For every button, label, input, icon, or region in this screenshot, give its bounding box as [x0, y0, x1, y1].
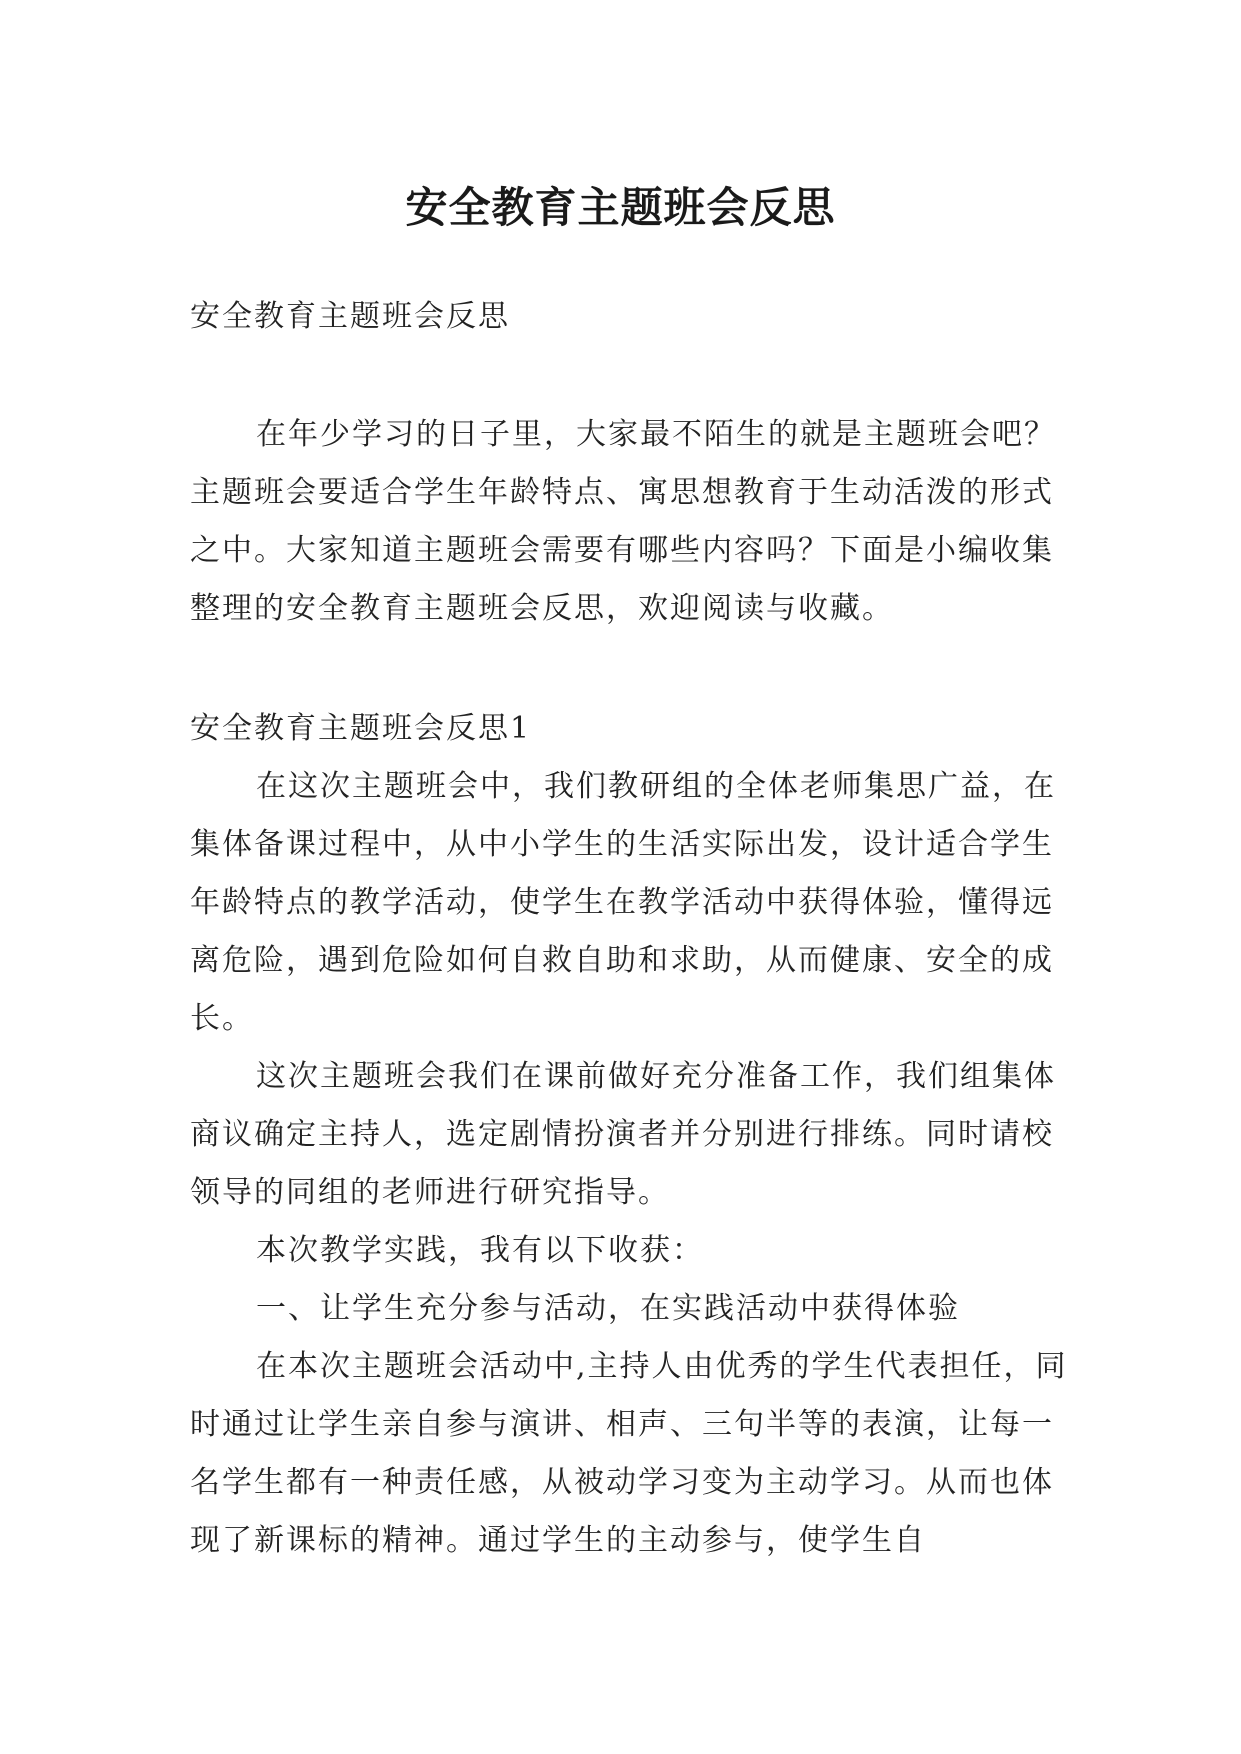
intro-paragraph: 在年少学习的日子里，大家最不陌生的就是主题班会吧？主题班会要适合学生年龄特点、寓思想教育于生动活泼的形式之中。大家知道主题班会需要有哪些内容吗？下面是小编收集整理的安全教育主题班会反思，欢迎阅读与收藏。	[190, 417, 1056, 626]
section-heading: 安全教育主题班会反思1	[190, 711, 532, 746]
list-heading: 一、让学生充分参与活动，在实践活动中获得体验	[256, 1291, 960, 1326]
document-body	[190, 288, 1070, 1570]
body-paragraph: 这次主题班会我们在课前做好充分准备工作，我们组集体商议确定主持人，选定剧情扮演者并分别进行排练。同时请校领导的同组的老师进行研究指导。	[190, 1059, 1056, 1210]
body-paragraph: 本次教学实践，我有以下收获：	[256, 1233, 704, 1268]
document-title: 安全教育主题班会反思	[405, 183, 836, 233]
document-subtitle: 安全教育主题班会反思	[190, 299, 510, 334]
body-paragraph: 在本次主题班会活动中,主持人由优秀的学生代表担任，同时通过让学生亲自参与演讲、相声、三句半等的表演，让每一名学生都有一种责任感，从被动学习变为主动学习。从而也体现了新课标的精神。通过学生的主动参与，使学生自	[190, 1349, 1068, 1558]
body-paragraph: 在这次主题班会中，我们教研组的全体老师集思广益，在集体备课过程中，从中小学生的生活实际出发，设计适合学生年龄特点的教学活动，使学生在教学活动中获得体验，懂得远离危险，遇到危险如何自救自助和求助，从而健康、安全的成长。	[190, 769, 1056, 1036]
